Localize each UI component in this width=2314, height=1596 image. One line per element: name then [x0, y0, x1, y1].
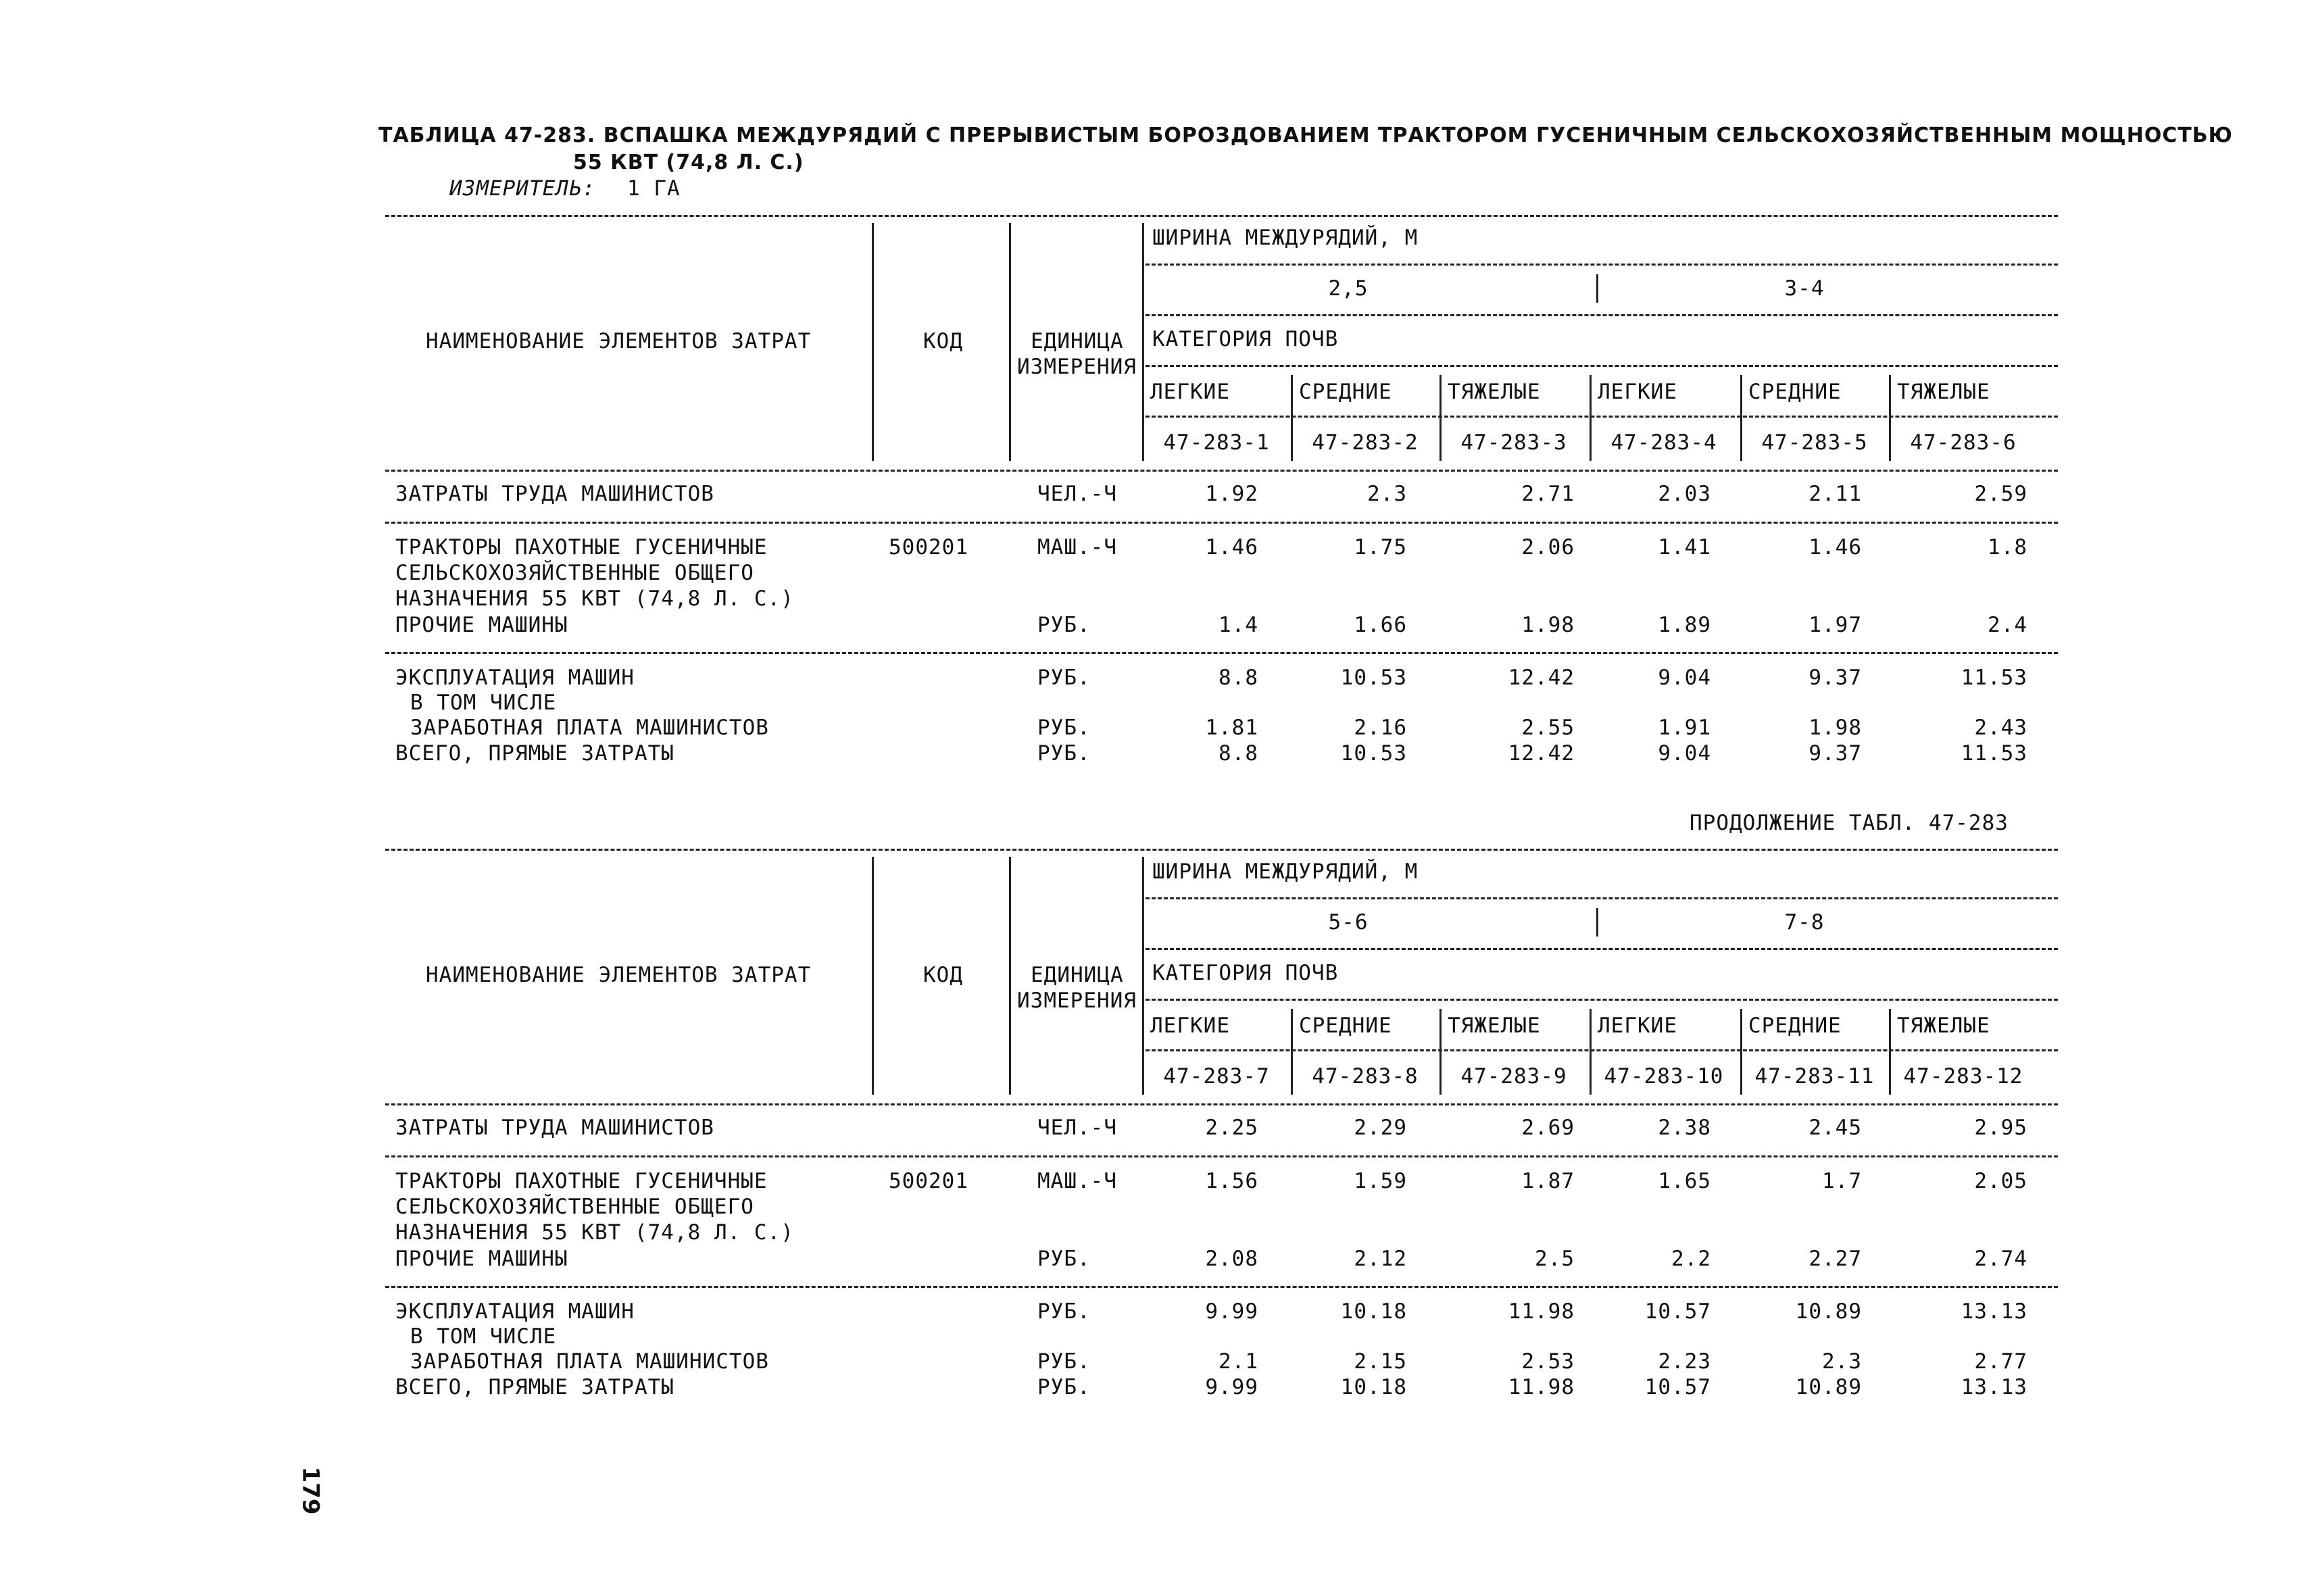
- header-bottom-rule: [385, 470, 2058, 472]
- table-title-line2: 55 КВТ (74,8 Л. С.): [573, 151, 804, 174]
- category-header: КАТЕГОРИЯ ПОЧВ: [1152, 327, 1339, 351]
- cell-value: 2.74: [1974, 1247, 2027, 1271]
- cell-value: 2.16: [1354, 716, 1407, 740]
- category-rule: [1146, 999, 2058, 1001]
- soil-category: СРЕДНИЕ: [1748, 380, 1842, 404]
- cell-value: 1.75: [1354, 535, 1407, 559]
- soil-category: ТЯЖЕЛЫЕ: [1448, 1014, 1541, 1038]
- row-label-line3: НАЗНАЧЕНИЯ 55 КВТ (74,8 Л. С.): [395, 587, 794, 611]
- soil-column-divider: [1291, 1009, 1293, 1095]
- cell-value: 2.43: [1974, 716, 2027, 740]
- cell-value: 2.27: [1808, 1247, 1862, 1271]
- row-unit: РУБ.: [1037, 741, 1091, 766]
- cell-value: 2.23: [1658, 1349, 1711, 1374]
- cell-value: 2.12: [1354, 1247, 1407, 1271]
- cell-value: 2.2: [1671, 1247, 1711, 1271]
- row-label: ВСЕГО, ПРЯМЫЕ ЗАТРАТЫ: [395, 741, 674, 766]
- cell-value: 1.4: [1218, 613, 1258, 637]
- name-column-header: НАИМЕНОВАНИЕ ЭЛЕМЕНТОВ ЗАТРАТ: [426, 329, 812, 353]
- width-values-rule: [1146, 948, 2058, 950]
- row-label: ЗАРАБОТНАЯ ПЛАТА МАШИНИСТОВ: [410, 716, 769, 740]
- soil-category: ЛЕГКИЕ: [1598, 380, 1677, 404]
- width-header-rule: [1146, 897, 2058, 899]
- row-unit: МАШ.-Ч: [1037, 535, 1117, 559]
- norm-code: 47-283-9: [1460, 1064, 1567, 1089]
- cell-value: 2.29: [1354, 1116, 1407, 1140]
- cell-value: 2.71: [1521, 482, 1575, 506]
- cell-value: 2.95: [1974, 1116, 2027, 1140]
- row-label: ВСЕГО, ПРЯМЫЕ ЗАТРАТЫ: [395, 1375, 674, 1399]
- cell-value: 1.81: [1205, 716, 1258, 740]
- row-unit: ЧЕЛ.-Ч: [1037, 1116, 1117, 1140]
- cell-value: 1.91: [1658, 716, 1711, 740]
- norm-code: 47-283-10: [1604, 1064, 1724, 1089]
- soil-category: СРЕДНИЕ: [1299, 1014, 1392, 1038]
- norm-code: 47-283-11: [1754, 1064, 1875, 1089]
- cell-value: 12.42: [1508, 741, 1575, 766]
- row-label: ТРАКТОРЫ ПАХОТНЫЕ ГУСЕНИЧНЫЕ: [395, 1169, 768, 1193]
- soil-category: СРЕДНИЕ: [1748, 1014, 1842, 1038]
- row-unit: РУБ.: [1037, 716, 1091, 740]
- soil-column-divider: [1439, 375, 1442, 461]
- cell-value: 8.8: [1218, 666, 1258, 690]
- norm-code: 47-283-8: [1312, 1064, 1419, 1089]
- cell-value: 9.04: [1658, 741, 1711, 766]
- cell-value: 1.65: [1658, 1169, 1711, 1193]
- unit-values-divider: [1142, 857, 1144, 1095]
- cell-value: 2.59: [1974, 482, 2027, 506]
- norm-code: 47-283-2: [1312, 430, 1419, 455]
- norm-code: 47-283-6: [1910, 430, 2017, 455]
- soil-column-divider: [1889, 1009, 1891, 1095]
- table-top-rule: [385, 215, 2058, 217]
- width-value: 5-6: [1328, 910, 1369, 934]
- cell-value: 11.53: [1961, 741, 2027, 766]
- cell-value: 2.38: [1658, 1116, 1711, 1140]
- norm-code: 47-283-5: [1761, 430, 1868, 455]
- soil-category: ЛЕГКИЕ: [1598, 1014, 1677, 1038]
- row-unit: МАШ.-Ч: [1037, 1169, 1117, 1193]
- cell-value: 10.57: [1644, 1299, 1711, 1324]
- meter-label: ИЗМЕРИТЕЛЬ:: [449, 176, 596, 201]
- name-code-divider: [872, 857, 874, 1095]
- soil-column-divider: [1439, 1009, 1442, 1095]
- cell-value: 10.53: [1340, 666, 1407, 690]
- cell-value: 13.13: [1961, 1375, 2027, 1399]
- cell-value: 1.46: [1205, 535, 1258, 559]
- cell-value: 11.98: [1508, 1299, 1575, 1324]
- cell-value: 10.89: [1795, 1299, 1862, 1324]
- cell-value: 9.37: [1808, 741, 1862, 766]
- machines-row-rule: [385, 652, 2058, 654]
- row-label: ЗАРАБОТНАЯ ПЛАТА МАШИНИСТОВ: [410, 1349, 769, 1374]
- cell-value: 9.04: [1658, 666, 1711, 690]
- soil-column-divider: [1590, 1009, 1592, 1095]
- cell-value: 1.46: [1808, 535, 1862, 559]
- category-header: КАТЕГОРИЯ ПОЧВ: [1152, 961, 1339, 985]
- cell-value: 2.25: [1205, 1116, 1258, 1140]
- row-label: ПРОЧИЕ МАШИНЫ: [395, 1247, 568, 1271]
- width-values-rule: [1146, 314, 2058, 316]
- cell-value: 2.69: [1521, 1116, 1575, 1140]
- soil-category: ЛЕГКИЕ: [1150, 380, 1230, 404]
- machines-row-rule: [385, 1286, 2058, 1288]
- row-code: 500201: [889, 535, 968, 559]
- norm-code: 47-283-7: [1163, 1064, 1270, 1089]
- row-unit: РУБ.: [1037, 1375, 1091, 1399]
- width-divider: [1596, 908, 1598, 937]
- code-unit-divider: [1009, 223, 1011, 461]
- unit-column-header: ЕДИНИЦА: [1031, 963, 1124, 987]
- row-unit: РУБ.: [1037, 666, 1091, 690]
- cell-value: 10.89: [1795, 1375, 1862, 1399]
- cell-value: 1.92: [1205, 482, 1258, 506]
- cell-value: 1.56: [1205, 1169, 1258, 1193]
- cell-value: 1.89: [1658, 613, 1711, 637]
- row-label: ЗАТРАТЫ ТРУДА МАШИНИСТОВ: [395, 482, 714, 506]
- labor-row-rule: [385, 522, 2058, 524]
- soil-category: ТЯЖЕЛЫЕ: [1897, 1014, 1990, 1038]
- meter-value: 1 ГА: [627, 176, 681, 201]
- cell-value: 10.57: [1644, 1375, 1711, 1399]
- row-label-line2: СЕЛЬСКОХОЗЯЙСТВЕННЫЕ ОБЩЕГО: [395, 1195, 754, 1219]
- cell-value: 2.45: [1808, 1116, 1862, 1140]
- row-unit: РУБ.: [1037, 1299, 1091, 1324]
- cell-value: 1.7: [1822, 1169, 1862, 1193]
- row-unit: РУБ.: [1037, 1349, 1091, 1374]
- unit-column-header: ЕДИНИЦА: [1031, 329, 1124, 353]
- row-unit: ЧЕЛ.-Ч: [1037, 482, 1117, 506]
- cell-value: 2.3: [1822, 1349, 1862, 1374]
- cell-value: 1.98: [1808, 716, 1862, 740]
- row-label-line3: НАЗНАЧЕНИЯ 55 КВТ (74,8 Л. С.): [395, 1220, 794, 1245]
- cell-value: 9.37: [1808, 666, 1862, 690]
- soil-column-divider: [1889, 375, 1891, 461]
- row-label-sub: В ТОМ ЧИСЛЕ: [410, 1324, 557, 1349]
- soil-category: СРЕДНИЕ: [1299, 380, 1392, 404]
- cell-value: 1.87: [1521, 1169, 1575, 1193]
- soil-rule: [1146, 1049, 2058, 1051]
- soil-column-divider: [1291, 375, 1293, 461]
- page-number: 179: [297, 1466, 324, 1515]
- cell-value: 1.59: [1354, 1169, 1407, 1193]
- norm-code: 47-283-3: [1460, 430, 1567, 455]
- cell-value: 2.08: [1205, 1247, 1258, 1271]
- cell-value: 1.8: [1988, 535, 2027, 559]
- soil-rule: [1146, 416, 2058, 418]
- cell-value: 2.3: [1367, 482, 1407, 506]
- cell-value: 2.03: [1658, 482, 1711, 506]
- cell-value: 2.1: [1218, 1349, 1258, 1374]
- cell-value: 10.53: [1340, 741, 1407, 766]
- soil-category: ТЯЖЕЛЫЕ: [1448, 380, 1541, 404]
- category-rule: [1146, 365, 2058, 367]
- cell-value: 1.97: [1808, 613, 1862, 637]
- cell-value: 2.4: [1988, 613, 2027, 637]
- unit-column-header-line2: ИЗМЕРЕНИЯ: [1017, 355, 1137, 379]
- width-header: ШИРИНА МЕЖДУРЯДИЙ, М: [1152, 226, 1419, 250]
- width-header-rule: [1146, 264, 2058, 266]
- name-code-divider: [872, 223, 874, 461]
- width-value: 7-8: [1784, 910, 1825, 934]
- cell-value: 11.98: [1508, 1375, 1575, 1399]
- cell-value: 1.41: [1658, 535, 1711, 559]
- cell-value: 2.55: [1521, 716, 1575, 740]
- row-unit: РУБ.: [1037, 1247, 1091, 1271]
- row-label: ЭКСПЛУАТАЦИЯ МАШИН: [395, 666, 635, 690]
- row-label: ЭКСПЛУАТАЦИЯ МАШИН: [395, 1299, 635, 1324]
- width-divider: [1596, 274, 1598, 303]
- cell-value: 1.98: [1521, 613, 1575, 637]
- row-label-sub: В ТОМ ЧИСЛЕ: [410, 691, 557, 715]
- table-top-rule: [385, 849, 2058, 851]
- norm-code: 47-283-1: [1163, 430, 1270, 455]
- width-header: ШИРИНА МЕЖДУРЯДИЙ, М: [1152, 859, 1419, 884]
- row-label-line2: СЕЛЬСКОХОЗЯЙСТВЕННЫЕ ОБЩЕГО: [395, 561, 754, 585]
- cell-value: 2.53: [1521, 1349, 1575, 1374]
- soil-category: ЛЕГКИЕ: [1150, 1014, 1230, 1038]
- row-label: ТРАКТОРЫ ПАХОТНЫЕ ГУСЕНИЧНЫЕ: [395, 535, 768, 559]
- cell-value: 8.8: [1218, 741, 1258, 766]
- cell-value: 2.5: [1535, 1247, 1575, 1271]
- cell-value: 2.77: [1974, 1349, 2027, 1374]
- header-bottom-rule: [385, 1103, 2058, 1105]
- cell-value: 9.99: [1205, 1375, 1258, 1399]
- labor-row-rule: [385, 1155, 2058, 1157]
- cell-value: 10.18: [1340, 1299, 1407, 1324]
- code-column-header: КОД: [923, 329, 963, 353]
- code-unit-divider: [1009, 857, 1011, 1095]
- soil-column-divider: [1740, 1009, 1742, 1095]
- soil-category: ТЯЖЕЛЫЕ: [1897, 380, 1990, 404]
- cell-value: 9.99: [1205, 1299, 1258, 1324]
- cell-value: 12.42: [1508, 666, 1575, 690]
- cell-value: 2.11: [1808, 482, 1862, 506]
- cell-value: 2.05: [1974, 1169, 2027, 1193]
- unit-values-divider: [1142, 223, 1144, 461]
- unit-column-header-line2: ИЗМЕРЕНИЯ: [1017, 989, 1137, 1013]
- cell-value: 2.06: [1521, 535, 1575, 559]
- soil-column-divider: [1590, 375, 1592, 461]
- cell-value: 13.13: [1961, 1299, 2027, 1324]
- name-column-header: НАИМЕНОВАНИЕ ЭЛЕМЕНТОВ ЗАТРАТ: [426, 963, 812, 987]
- row-label: ПРОЧИЕ МАШИНЫ: [395, 613, 568, 637]
- soil-column-divider: [1740, 375, 1742, 461]
- row-unit: РУБ.: [1037, 613, 1091, 637]
- code-column-header: КОД: [923, 963, 963, 987]
- width-value: 2,5: [1328, 276, 1369, 301]
- width-value: 3-4: [1784, 276, 1825, 301]
- norm-code: 47-283-12: [1903, 1064, 2023, 1089]
- row-label: ЗАТРАТЫ ТРУДА МАШИНИСТОВ: [395, 1116, 714, 1140]
- cell-value: 11.53: [1961, 666, 2027, 690]
- table-title: ТАБЛИЦА 47-283. ВСПАШКА МЕЖДУРЯДИЙ С ПРЕРЫВИСТЫМ БОРОЗДОВАНИЕМ ТРАКТОРОМ ГУСЕНИЧНЫМ СЕЛЬСКОХОЗЯЙСТВЕННЫМ МОЩНОСТЬЮ: [378, 124, 2233, 147]
- cell-value: 10.18: [1340, 1375, 1407, 1399]
- row-code: 500201: [889, 1169, 968, 1193]
- continuation-label: ПРОДОЛЖЕНИЕ ТАБЛ. 47-283: [1690, 811, 2009, 835]
- cell-value: 2.15: [1354, 1349, 1407, 1374]
- cell-value: 1.66: [1354, 613, 1407, 637]
- norm-code: 47-283-4: [1610, 430, 1717, 455]
